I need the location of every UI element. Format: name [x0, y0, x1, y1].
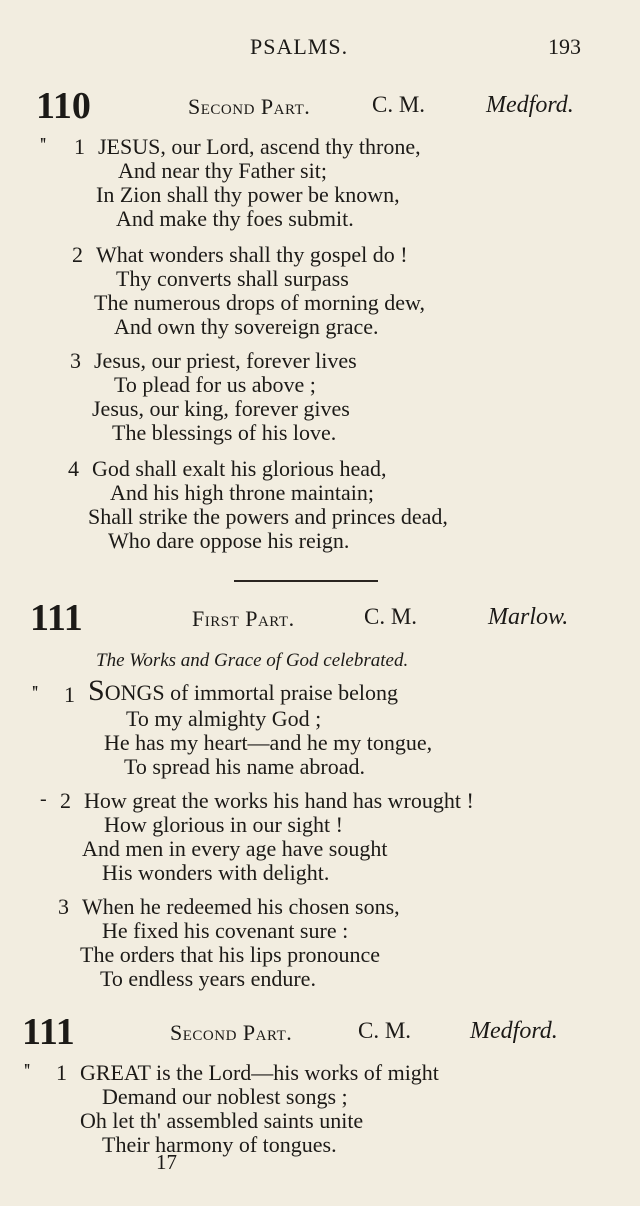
verse-line: When he redeemed his chosen sons,	[82, 894, 400, 919]
stanza-mark: ''	[40, 134, 46, 156]
hymn-part: Second Part.	[188, 94, 311, 119]
hymn-111-second-heading	[0, 1010, 640, 1053]
stanza-number: 1	[64, 682, 75, 707]
verse-line: God shall exalt his glorious head,	[92, 456, 387, 481]
stanza-mark: ''	[24, 1060, 30, 1082]
stanza-number: 3	[58, 894, 69, 919]
hymn-part: First Part.	[192, 606, 295, 631]
stanza-number: 3	[70, 348, 81, 373]
drop-cap: S	[88, 674, 105, 707]
verse-line: How great the works his hand has wrought !	[84, 788, 474, 813]
verse-line: He fixed his covenant sure :	[102, 918, 349, 943]
hymn-tune: Marlow.	[488, 604, 569, 630]
hymn-number: 111	[22, 1011, 75, 1053]
verse-line	[88, 676, 398, 706]
hymn-meter: C. M.	[358, 1018, 412, 1043]
verse-line: To spread his name abroad.	[124, 754, 365, 779]
verse-line: And near thy Father sit;	[118, 158, 327, 183]
verse-line: He has my heart—and he my tongue,	[104, 730, 433, 755]
verse-line: The blessings of his love.	[112, 420, 337, 445]
verse-line: What wonders shall thy gospel do !	[96, 242, 408, 267]
hymn-number: 111	[30, 597, 83, 639]
hymn-tune: Medford.	[486, 92, 574, 118]
verse-line: The numerous drops of morning dew,	[94, 290, 425, 315]
verse-line: Shall strike the powers and princes dead,	[88, 504, 448, 529]
verse-line: The orders that his lips pronounce	[80, 942, 380, 967]
page-number: 193	[548, 34, 581, 59]
verse-line: Their harmony of tongues.	[102, 1132, 337, 1157]
verse-line: GREAT is the Lord—his works of might	[80, 1060, 439, 1085]
signature-mark: 17	[156, 1150, 177, 1174]
verse-line: To plead for us above ;	[114, 372, 316, 397]
verse-line: Thy converts shall surpass	[116, 266, 349, 291]
page-header	[0, 34, 640, 64]
verse-line: And men in every age have sought	[82, 836, 388, 861]
verse-line: Jesus, our priest, forever lives	[94, 348, 357, 373]
stanza-number: 1	[56, 1060, 67, 1085]
verse-line: To endless years endure.	[100, 966, 316, 991]
verse-line: Who dare oppose his reign.	[108, 528, 350, 553]
verse-line: Jesus, our king, forever gives	[92, 396, 350, 421]
hymn-111-heading	[0, 596, 640, 639]
stanza-number: 4	[68, 456, 79, 481]
hymn-tune: Medford.	[470, 1018, 558, 1044]
stanza-mark: -	[40, 788, 46, 810]
verse-line: Demand our noblest songs ;	[102, 1084, 348, 1109]
hymn-number: 110	[36, 85, 91, 127]
verse-line: To my almighty God ;	[126, 706, 322, 731]
stanza-number: 2	[60, 788, 71, 813]
verse-line-rest: ONGS of immortal praise belong	[104, 680, 398, 705]
hymn-meter: C. M.	[372, 92, 426, 117]
verse-line: And own thy sovereign grace.	[114, 314, 379, 339]
running-title: PSALMS.	[250, 34, 349, 59]
verse-line: His wonders with delight.	[102, 860, 330, 885]
stanza-number: 2	[72, 242, 83, 267]
hymn-part: Second Part.	[170, 1020, 293, 1045]
hymn-110-heading	[0, 84, 640, 127]
hymn-subtitle: The Works and Grace of God celebrated.	[96, 650, 409, 671]
verse-line: And make thy foes submit.	[116, 206, 354, 231]
stanza-mark: ''	[32, 682, 38, 704]
verse-line: How glorious in our sight !	[104, 812, 343, 837]
hymn-meter: C. M.	[364, 604, 418, 629]
stanza-number: 1	[74, 134, 85, 159]
verse-line: In Zion shall thy power be known,	[96, 182, 400, 207]
section-divider	[234, 580, 378, 582]
verse-line: JESUS, our Lord, ascend thy throne,	[98, 134, 421, 159]
verse-line: Oh let th' assembled saints unite	[80, 1108, 364, 1133]
verse-line: And his high throne maintain;	[110, 480, 374, 505]
